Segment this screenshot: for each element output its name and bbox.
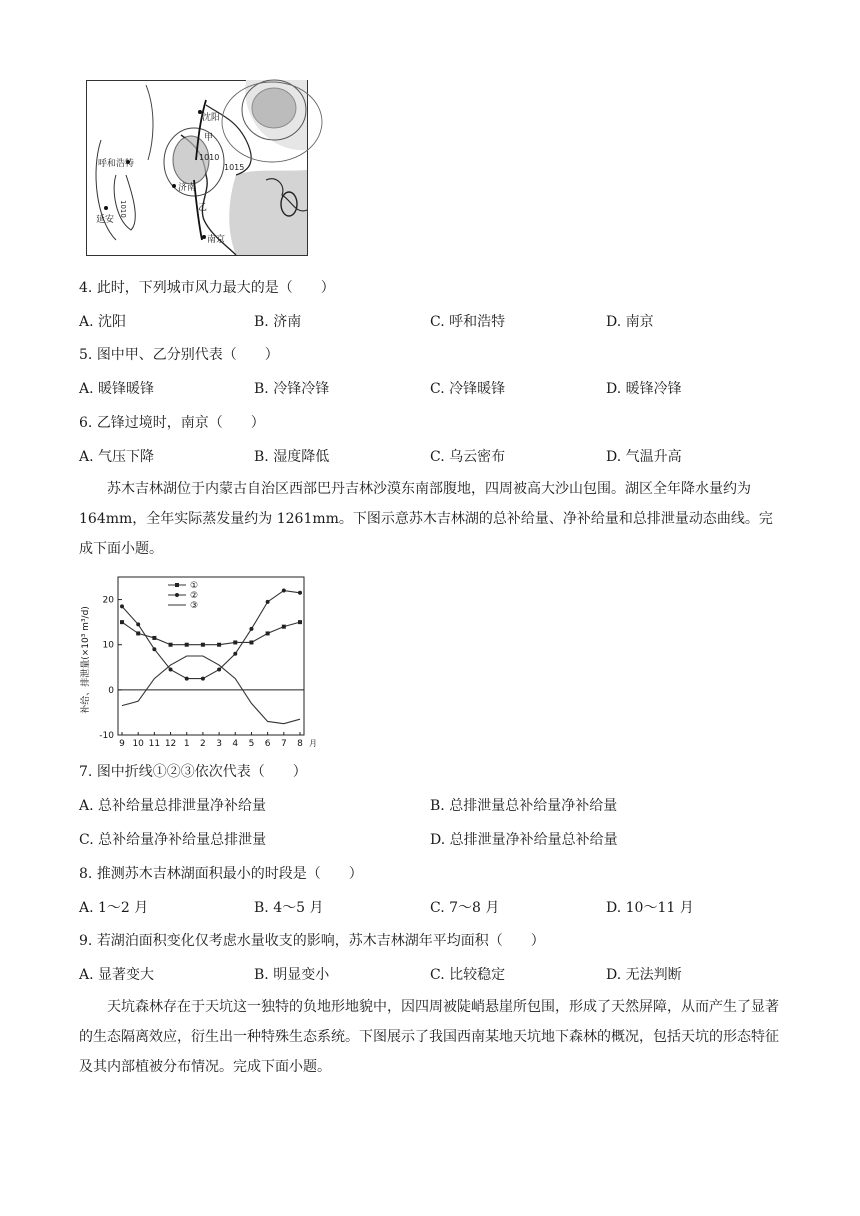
passage-lake xyxy=(79,474,779,564)
option-d[interactable]: D. 暖锋冷锋 xyxy=(606,381,682,397)
series-2-point xyxy=(136,622,140,626)
series-1-point xyxy=(169,643,173,647)
series-2-point xyxy=(169,668,173,672)
map-isobar-label: 1010 xyxy=(199,153,220,162)
x-tick-label: 7 xyxy=(280,739,287,749)
option-d[interactable]: D. 气温升高 xyxy=(606,449,682,465)
question-8 xyxy=(79,863,363,883)
x-tick-label: 6 xyxy=(264,739,271,749)
legend-label-3: ③ xyxy=(190,601,199,611)
question-4 xyxy=(79,277,335,297)
chart-plot-frame xyxy=(118,577,304,735)
option-c[interactable]: C. 比较稳定 xyxy=(430,967,506,983)
x-tick-label: 3 xyxy=(216,739,222,749)
option-c[interactable]: C. 冷锋暖锋 xyxy=(430,381,506,397)
map-front-label-yi: 乙 xyxy=(198,203,208,213)
series-1-point xyxy=(266,631,270,635)
series-1-point xyxy=(136,631,140,635)
series-1-point xyxy=(120,620,124,624)
option-c[interactable]: C. 7～8 月 xyxy=(430,900,500,916)
series-1-point xyxy=(217,643,221,647)
question-number: 5. xyxy=(79,347,93,363)
series-2-point xyxy=(233,652,237,656)
map-city-yanan: 延安 xyxy=(96,215,115,225)
question-number: 7. xyxy=(79,764,93,780)
question-text: 乙锋过境时，南京（ ） xyxy=(96,415,265,431)
question-9 xyxy=(79,930,545,950)
option-b[interactable]: B. 济南 xyxy=(254,314,302,330)
map-city-jinan: 济南 xyxy=(178,183,197,193)
option-c[interactable]: C. 呼和浩特 xyxy=(430,314,506,330)
option-a[interactable]: A. 沈阳 xyxy=(79,314,127,330)
question-5 xyxy=(79,344,279,364)
question-7 xyxy=(79,761,307,781)
x-tick-label: 11 xyxy=(148,739,161,749)
x-tick-label: 8 xyxy=(297,739,303,749)
x-tick-label: 2 xyxy=(200,739,206,749)
series-2-point xyxy=(185,677,189,681)
option-c[interactable]: C. 总补给量净补给量总排泄量 xyxy=(79,832,267,848)
x-tick-label: 12 xyxy=(164,739,177,749)
series-line-2 xyxy=(122,591,300,679)
option-a[interactable]: A. 暖锋暖锋 xyxy=(79,381,155,397)
series-2-point xyxy=(120,604,124,608)
option-b[interactable]: B. 湿度降低 xyxy=(254,449,330,465)
series-1-point xyxy=(233,640,237,644)
series-1-point xyxy=(282,625,286,629)
question-number: 6. xyxy=(79,415,93,431)
map-city-shenyang: 沈阳 xyxy=(202,113,221,123)
series-2-point xyxy=(298,591,302,595)
option-a[interactable]: A. 1～2 月 xyxy=(79,900,149,916)
x-tick-label: 10 xyxy=(132,739,144,749)
series-2-point xyxy=(201,677,205,681)
series-2-point xyxy=(282,589,286,593)
option-d[interactable]: D. 南京 xyxy=(606,314,654,330)
x-tick-label: 4 xyxy=(232,739,239,749)
map-city-nanjing: 南京 xyxy=(207,235,226,245)
option-b[interactable]: B. 冷锋冷锋 xyxy=(254,381,330,397)
legend-marker xyxy=(175,583,179,587)
series-1-point xyxy=(249,640,253,644)
map-city-hohhot: 呼和浩特 xyxy=(98,159,135,169)
option-d[interactable]: D. 总排泄量净补给量总补给量 xyxy=(430,832,618,848)
option-a[interactable]: A. 总补给量总排泄量净补给量 xyxy=(79,798,267,814)
question-text: 此时，下列城市风力最大的是（ ） xyxy=(96,280,335,296)
option-d[interactable]: D. 10～11 月 xyxy=(606,900,694,916)
series-2-point xyxy=(249,627,253,631)
question-text: 图中折线①②③依次代表（ ） xyxy=(96,764,307,780)
weather-map xyxy=(86,80,308,256)
map-front-label-jia: 甲 xyxy=(204,133,214,143)
passage-lake-text: 苏木吉林湖位于内蒙古自治区西部巴丹吉林沙漠东南部腹地，四周被高大沙山包围。湖区全年降水量约为 164mm，全年实际蒸发量约为 1261mm。下图示意苏木吉林湖的总补给量、净补给量和总排泄量动态曲线。完成下面小题。 xyxy=(79,481,773,557)
question-text: 推测苏木吉林湖面积最小的时段是（ ） xyxy=(96,866,363,882)
option-a[interactable]: A. 气压下降 xyxy=(79,449,155,465)
passage-forest-text: 天坑森林存在于天坑这一独特的负地形地貌中，因四周被陡峭悬崖所包围，形成了天然屏障，从而产生了显著的生态隔离效应，衍生出一种特殊生态系统。下图展示了我国西南某地天坑地下森林的概况，包括天坑的形态特征及其内部植被分布情况。完成下面小题。 xyxy=(79,999,779,1075)
legend-label-1: ① xyxy=(190,581,199,591)
series-1-point xyxy=(201,643,205,647)
chart-y-axis-label: 补给、排泄量(×10³ m³/d) xyxy=(81,606,91,714)
option-b[interactable]: B. 总排泄量总补给量净补给量 xyxy=(430,798,618,814)
option-c[interactable]: C. 乌云密布 xyxy=(430,449,506,465)
question-number: 4. xyxy=(79,280,93,296)
option-b[interactable]: B. 明显变小 xyxy=(254,967,330,983)
lake-water-chart xyxy=(78,575,317,750)
series-1-point xyxy=(185,643,189,647)
series-2-point xyxy=(266,600,270,604)
option-d[interactable]: D. 无法判断 xyxy=(606,967,682,983)
map-isobar-label: 1010 xyxy=(119,200,127,218)
series-2-point xyxy=(217,668,221,672)
option-b[interactable]: B. 4～5 月 xyxy=(254,900,324,916)
y-tick-label: 20 xyxy=(102,595,114,606)
y-tick-label: 0 xyxy=(108,685,114,696)
series-1-point xyxy=(298,620,302,624)
question-text: 若湖泊面积变化仅考虑水量收支的影响，苏木吉林湖年平均面积（ ） xyxy=(96,933,545,949)
series-2-point xyxy=(152,647,156,651)
question-number: 8. xyxy=(79,866,93,882)
question-number: 9. xyxy=(79,933,93,949)
x-tick-label: 5 xyxy=(248,739,255,749)
x-unit-label: 月 xyxy=(309,739,317,748)
y-tick-label: -10 xyxy=(99,731,114,741)
series-1-point xyxy=(152,636,156,640)
legend-marker xyxy=(175,593,179,597)
legend-label-2: ② xyxy=(190,591,199,601)
passage-forest xyxy=(79,992,779,1082)
x-tick-label: 9 xyxy=(119,739,125,749)
y-tick-label: 10 xyxy=(102,640,114,651)
option-a[interactable]: A. 显著变大 xyxy=(79,967,155,983)
map-isobar-label: 1015 xyxy=(224,163,245,172)
question-6 xyxy=(79,412,265,432)
x-tick-label: 1 xyxy=(183,739,190,749)
question-text: 图中甲、乙分别代表（ ） xyxy=(96,347,279,363)
